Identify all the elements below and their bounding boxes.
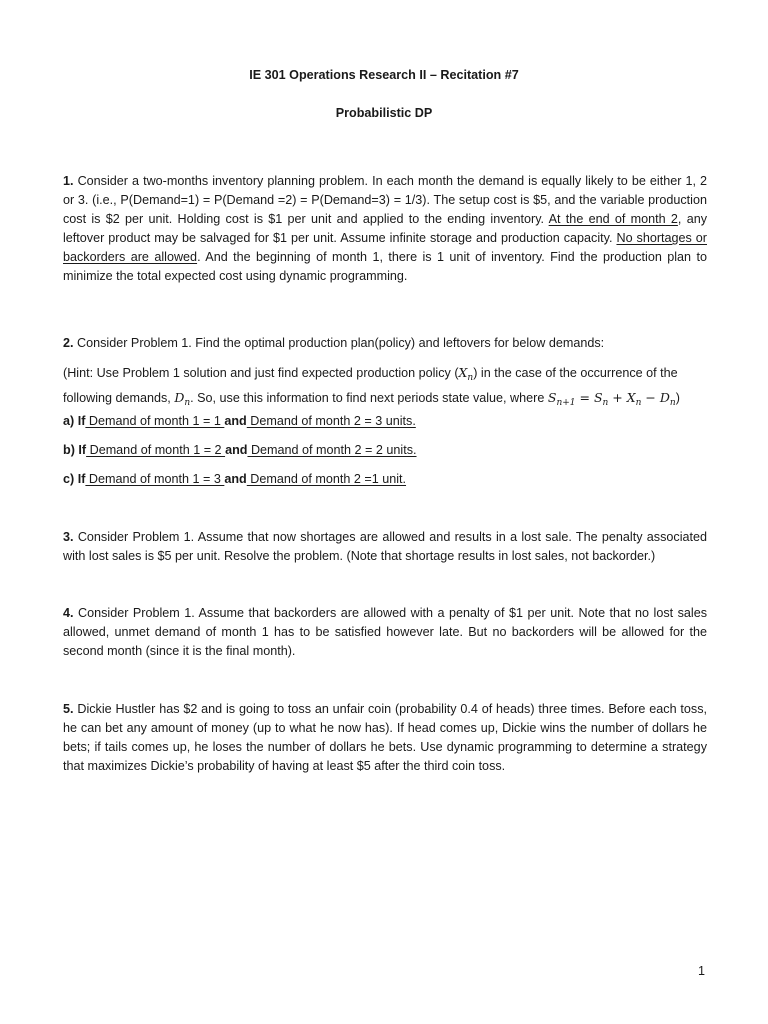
problem-2-item-c: c) If Demand of month 1 = 3 and Demand of month 2 =1 unit. <box>63 472 407 486</box>
problem-2-number: 2. <box>63 336 74 350</box>
problem-2-item-b: b) If Demand of month 1 = 2 and Demand of month 2 = 2 units. <box>63 443 417 457</box>
problem-2-intro: 2. Consider Problem 1. Find the optimal production plan(policy) and leftovers for below demands: <box>63 336 605 350</box>
problem-1 <box>63 172 707 286</box>
backorders-emphasis: backorders are allowed <box>63 250 198 264</box>
math-x-n: $X_n$ <box>458 365 474 383</box>
problem-1-line-3: cost is $2 per unit. Holding cost is $1 per unit and applied to the ending inventory. At the end of month 2, any <box>63 212 707 226</box>
problem-4-number: 4. <box>63 606 74 620</box>
page-number: 1 <box>697 964 705 978</box>
document-subtitle: Probabilistic DP <box>335 106 433 120</box>
problem-5: 5. Dickie Hustler has $2 and is going to toss an unfair coin (probability 0.4 of heads) three times. Before each toss, he can bet any amount of money (up to what he now has). If head comes up, Dickie wins the number of dollars he bets; if tails comes up, he loses the number of dollars he bets. Use dynamic programming to determine a strategy that maximizes Dickie’s probability of having at least $5 after the third coin toss. <box>63 702 708 773</box>
no-shortages-emphasis: No shortages or <box>616 231 707 245</box>
problem-1-line-4: leftover product may be salvaged for $1 per unit. Assume infinite storage and production capacity. No shortages or <box>63 231 707 245</box>
problem-2-hint-line-2: following demands, $D_n$. So, use this information to find next periods state value, where $S_{n+1} = S_n + X_n - D_n$) <box>63 390 680 408</box>
problem-2-item-a: a) If Demand of month 1 = 1 and Demand of month 2 = 3 units. <box>63 414 416 428</box>
problem-1-line-5: backorders are allowed. And the beginning of month 1, there is 1 unit of inventory. Find the production plan to <box>63 250 707 264</box>
math-d-n: $D_n$ <box>174 390 191 408</box>
end-of-month-2-emphasis: At the end of month 2 <box>548 212 678 226</box>
problem-5-number: 5. <box>63 702 74 716</box>
problem-1-line-2: or 3. (i.e., P(Demand=1) = P(Demand =2) = P(Demand=3) = 1/3). The setup cost is $5, and the variable production <box>63 193 707 207</box>
document-title: IE 301 Operations Research II – Recitation #7 <box>249 68 519 82</box>
problem-2-hint <box>63 363 707 413</box>
problem-2-hint-line-1: (Hint: Use Problem 1 solution and just find expected production policy $(X_n)$ in the case of the occurrence of the <box>63 365 678 383</box>
problem-1-line-1: 1. Consider a two-months inventory planning problem. In each month the demand is equally likely to be either 1, 2 <box>63 174 708 188</box>
problem-1-line-6: minimize the total expected cost using dynamic programming. <box>63 269 408 283</box>
problem-3: 3. Consider Problem 1. Assume that now shortages are allowed and results in a lost sale. The penalty associated with lost sales is $5 per unit. Resolve the problem. (Note that shortage results in lost sales, not backorder.) <box>63 530 707 563</box>
problem-3-number: 3. <box>63 530 74 544</box>
problem-4: 4. Consider Problem 1. Assume that backorders are allowed with a penalty of $1 per unit. Note that no lost sales allowed, unmet demand of month 1 has to be satisfied however late. But no backorders will be allowed for the second month (since it is the final month). <box>63 606 707 658</box>
problem-1-number: 1. <box>63 174 74 188</box>
math-state-equation: $S_{n+1} = S_n + X_n - D_n$ <box>547 390 676 408</box>
